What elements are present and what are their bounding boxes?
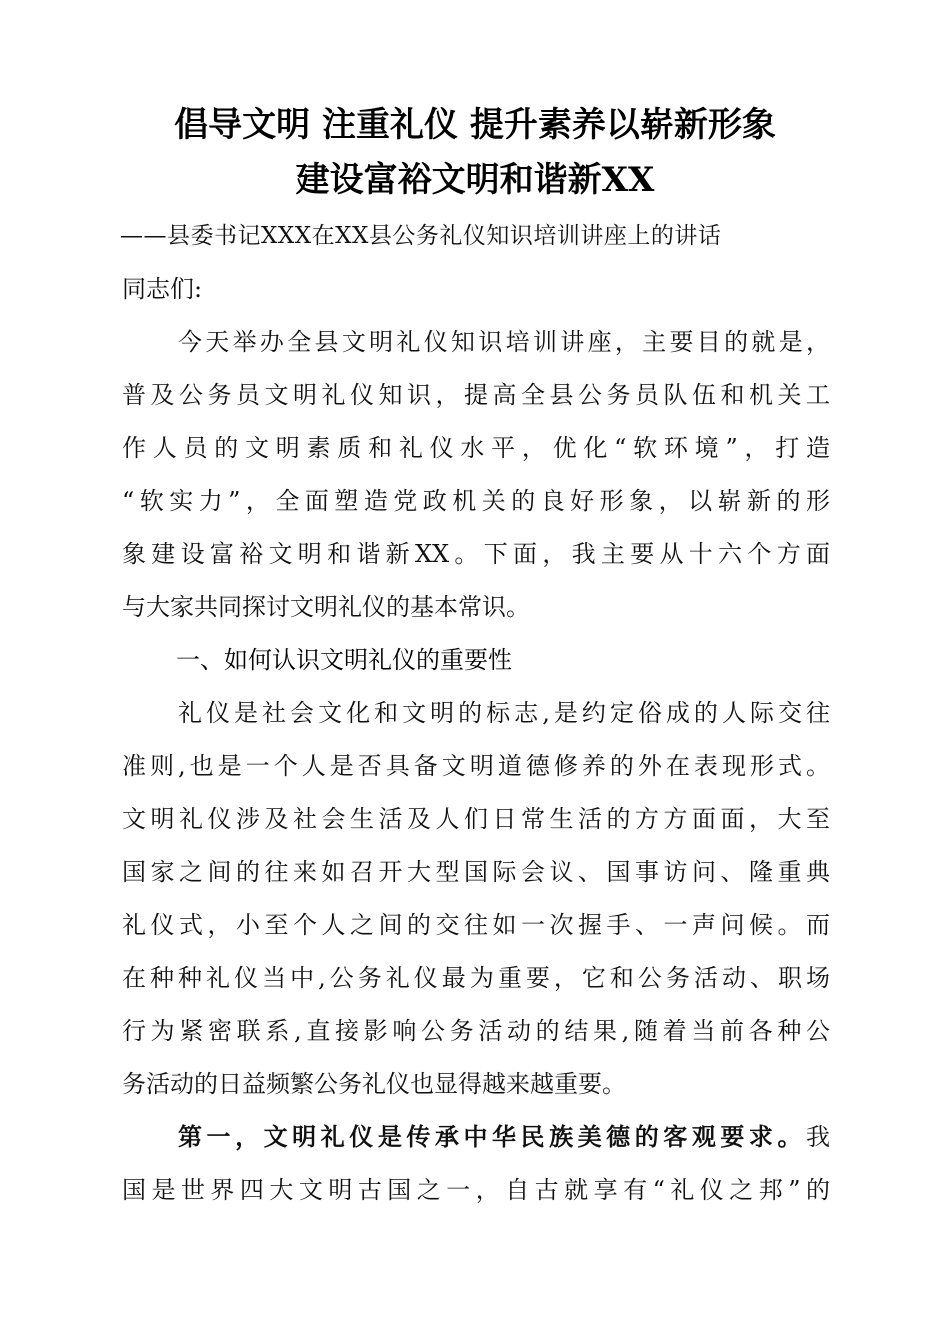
paragraph-line: 国是世界四大文明古国之一，自古就享有“礼仪之邦”的 [122,1176,830,1204]
greeting: 同志们: [122,275,203,303]
paragraph-line: “软实力”，全面塑造党政机关的良好形象，以崭新的形 [122,487,830,515]
paragraph-line: 国家之间的往来如召开大型国际会议、国事访问、隆重典 [122,858,830,886]
paragraph-line: 礼仪式，小至个人之间的交往如一次握手、一声问候。而 [122,911,830,939]
paragraph-line: 与大家共同探讨文明礼仪的基本常识。 [122,593,530,621]
paragraph-line: 普及公务员文明礼仪知识，提高全县公务员队伍和机关工 [122,381,830,409]
paragraph-line: 象建设富裕文明和谐新XX。下面，我主要从十六个方面 [122,540,830,568]
paragraph-line: 在种种礼仪当中,公务礼仪最为重要，它和公务活动、职场 [122,964,830,992]
paragraph-line: 作人员的文明素质和礼仪水平，优化“软环境”，打造 [122,434,830,462]
paragraph-line: 文明礼仪涉及社会生活及人们日常生活的方方面面，大至 [122,805,830,833]
paragraph-line: 行为紧密联系,直接影响公务活动的结果,随着当前各种公 [122,1017,830,1045]
paragraph-line: 今天举办全县文明礼仪知识培训讲座，主要目的就是， [178,328,830,356]
paragraph-line: 礼仪是社会文化和文明的标志,是约定俗成的人际交往 [178,699,830,727]
document-subtitle: ——县委书记XXX在XX县公务礼仪知识培训讲座上的讲话 [120,223,722,249]
bold-lead-sentence: 第一，文明礼仪是传承中华民族美德的客观要求。 [178,1122,806,1151]
paragraph-text: 我 [806,1123,830,1151]
paragraph-line: 准则,也是一个人是否具备文明道德修养的外在表现形式。 [122,752,830,780]
document-title-line-2: 建设富裕文明和谐新XX [295,160,655,200]
section-heading: 一、如何认识文明礼仪的重要性 [176,646,512,674]
document-title-line-1: 倡导文明 注重礼仪 提升素养以崭新形象 [174,105,776,145]
paragraph-line [178,1120,830,1154]
paragraph-line: 务活动的日益频繁公务礼仪也显得越来越重要。 [122,1070,626,1098]
